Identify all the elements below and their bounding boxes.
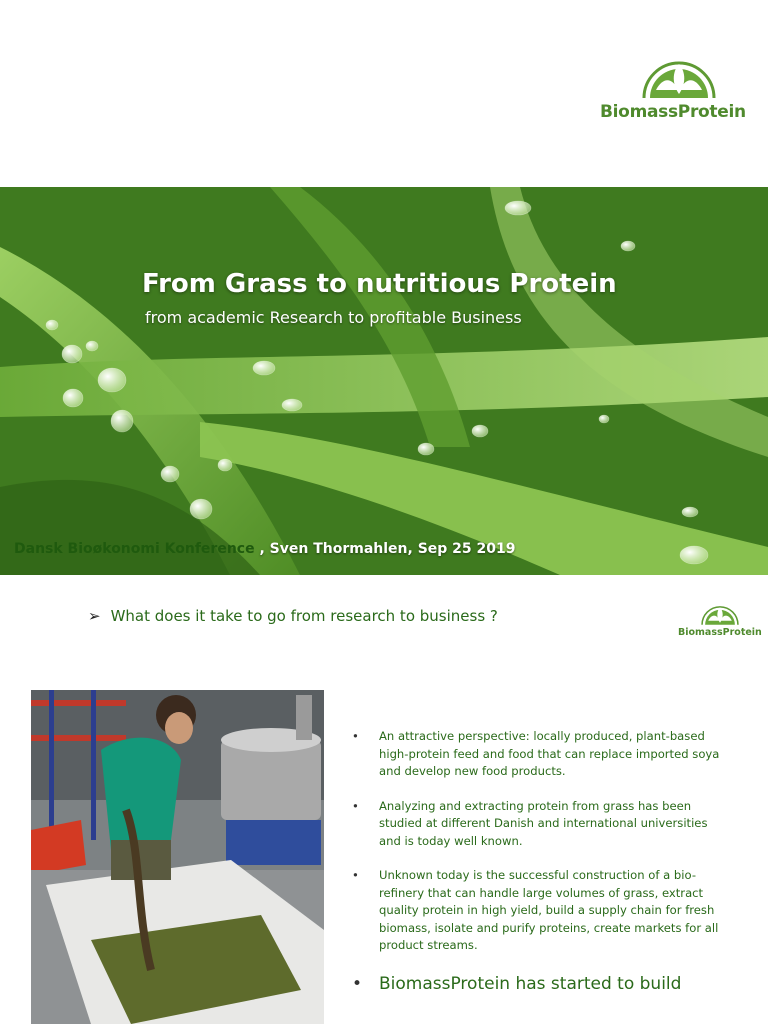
brand-logo xyxy=(596,50,768,130)
logo-text: BiomassProtein xyxy=(678,627,762,638)
presentation-title: From Grass to nutritious Protein xyxy=(142,269,617,299)
arrow-bullet-icon: ➢ xyxy=(88,607,101,625)
bullet-item-large: • BiomassProtein has started to build xyxy=(352,973,722,995)
slide-question xyxy=(88,607,498,625)
bullet-item: • Analyzing and extracting protein from grass has been studied at different Danish and international universities and is today well known. xyxy=(352,798,722,851)
presentation-subtitle: from academic Research to profitable Business xyxy=(145,308,522,327)
bullet-list xyxy=(352,728,722,1012)
bullet-item: • Unknown today is the successful construction of a bio-refinery that can handle large volumes of grass, extract quality protein in high yield, build a supply chain for fresh biomass, isolate and purify proteins, create markets for all product streams. xyxy=(352,867,722,955)
leaf-logo-icon xyxy=(640,50,718,100)
leaf-logo-icon xyxy=(700,600,740,626)
question-text: What does it take to go from research to business ? xyxy=(110,607,498,625)
presentation-footer xyxy=(14,541,516,557)
conference-name: Dansk Bioøkonomi Konference xyxy=(14,541,255,557)
hero-grass-image xyxy=(0,187,768,575)
grass-background-image xyxy=(0,187,768,575)
bullet-item: • An attractive perspective: locally produced, plant-based high-protein feed and food that can replace imported soya and develop new food products. xyxy=(352,728,722,781)
presenter-date: , Sven Thormahlen, Sep 25 2019 xyxy=(254,541,516,557)
lab-photo xyxy=(31,690,324,1024)
brand-logo-small xyxy=(676,600,768,642)
researcher-photo xyxy=(31,690,324,1024)
logo-text: BiomassProtein xyxy=(600,102,746,122)
